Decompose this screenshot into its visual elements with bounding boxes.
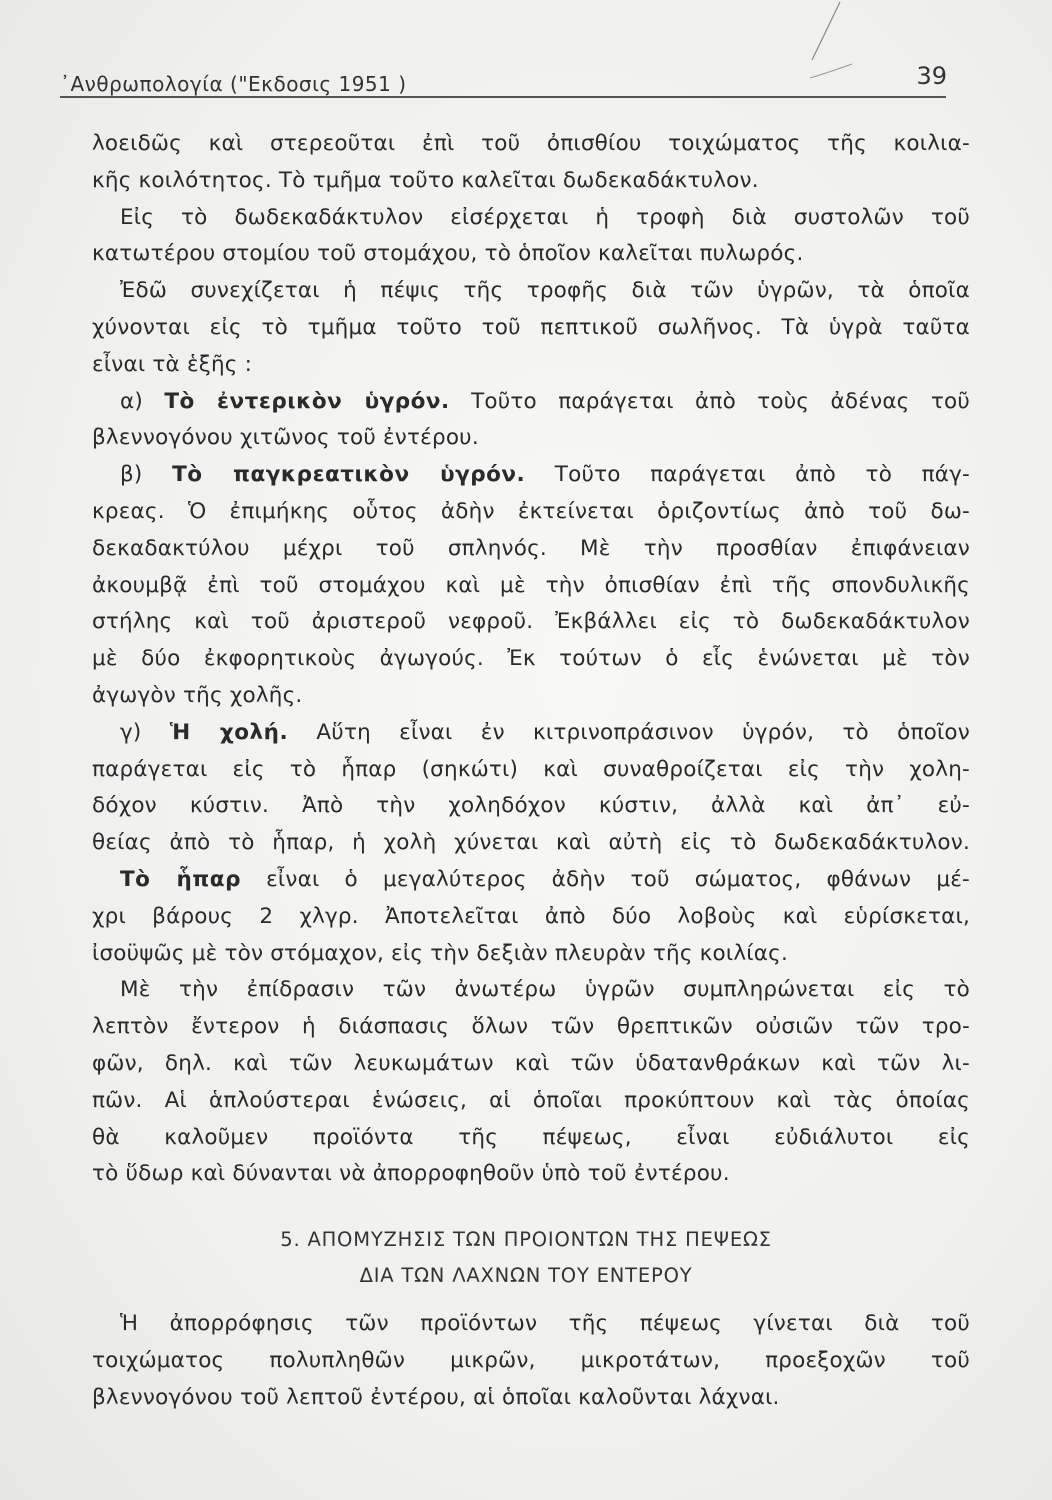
text-line: ἀκουμβᾷ ἐπὶ τοῦ στομάχου καὶ μὲ τὴν ὀπισθίαν ἐπὶ τῆς σπονδυλικῆς [92, 572, 970, 598]
text-line: παράγεται εἰς τὸ ἧπαρ (σηκώτι) καὶ συναθροίζεται εἰς τὴν χολη- [92, 756, 970, 782]
text-line: λοειδῶς καὶ στερεοῦται ἐπὶ τοῦ ὀπισθίου τοιχώματος τῆς κοιλια- [92, 131, 970, 156]
item-c-term: Ἡ χολή. [169, 719, 289, 745]
page-header [60, 58, 965, 98]
liver-first-line [92, 862, 970, 899]
item-b-first-line [92, 457, 970, 494]
item-c-text: Αὕτη εἶναι ἐν κιτρινοπράσινον ὑγρόν, τὸ ὁποῖον [316, 719, 970, 745]
text-line: φῶν, δηλ. καὶ τῶν λευκωμάτων καὶ τῶν ὑδατανθράκων καὶ τῶν λι- [92, 1050, 970, 1076]
text-line: χρι βάρους 2 χλγρ. Ἀποτελεῖται ἀπὸ δύο λοβοὺς καὶ εὑρίσκεται, [92, 903, 970, 929]
item-a-term: Τὸ ἐντερικὸν ὑγρόν. [164, 388, 450, 414]
text-line: Μὲ τὴν ἐπίδρασιν τῶν ἀνωτέρω ὑγρῶν συμπληρώνεται εἰς τὸ [120, 977, 970, 1003]
section-text [92, 1306, 970, 1416]
text-line: δόχον κύστιν. Ἀπὸ τὴν χοληδόχον κύστιν, ἀλλὰ καὶ ἀπ᾽ εὐ- [92, 793, 970, 819]
text-line: κῆς κοιλότητος. Τὸ τμῆμα τοῦτο καλεῖται δωδεκαδάκτυλον. [92, 167, 759, 193]
item-b-term: Τὸ παγκρεατικὸν ὑγρόν. [172, 462, 526, 488]
item-a-text: Τοῦτο παράγεται ἀπὸ τοὺς ἀδένας τοῦ [471, 388, 970, 414]
text-line: τὸ ὕδωρ καὶ δύνανται νὰ ἀπορροφηθοῦν ὑπὸ τοῦ ἐντέρου. [92, 1161, 730, 1187]
text-line: δεκαδακτύλου μέχρι τοῦ σπληνός. Μὲ τὴν προσθίαν ἐπιφάνειαν [92, 535, 970, 561]
text-line: κρεας. Ὁ ἐπιμήκης οὗτος ἀδὴν ἐκτείνεται ὁριζοντίως ἀπὸ τοῦ δω- [92, 498, 970, 524]
item-c-first-line [92, 715, 970, 752]
text-line: χύνονται εἰς τὸ τμῆμα τοῦτο τοῦ πεπτικοῦ σωλῆνος. Τὰ ὑγρὰ ταῦτα [92, 314, 970, 340]
liver-text: εἶναι ὁ μεγαλύτερος ἀδὴν τοῦ σώματος, φθάνων μέ- [266, 866, 970, 892]
text-line: στήλης καὶ τοῦ ἀριστεροῦ νεφροῦ. Ἐκβάλλει εἰς τὸ δωδεκαδάκτυλον [92, 609, 970, 635]
main-text [92, 126, 970, 1193]
text-line: Εἰς τὸ δωδεκαδάκτυλον εἰσέρχεται ἡ τροφὴ διὰ συστολῶν τοῦ [120, 204, 970, 230]
text-line: εἶναι τὰ ἑξῆς : [92, 351, 253, 377]
text-line: πῶν. Αἱ ἁπλούστεραι ἑνώσεις, αἱ ὁποῖαι προκύπτουν καὶ τὰς ὁποίας [92, 1087, 970, 1113]
text-line: θείας ἀπὸ τὸ ἧπαρ, ἡ χολὴ χύνεται καὶ αὐτὴ εἰς τὸ δωδεκαδάκτυλον. [92, 830, 970, 856]
running-title: ᾽Ανθρωπολογία ("Εκδοσις 1951 ) [60, 72, 407, 96]
page-number: 39 [916, 62, 947, 90]
section-title-line-1: 5. ΑΠΟΜΥΖΗΣΙΣ ΤΩΝ ΠΡΟΙΟΝΤΩΝ ΤΗΣ ΠΕΨΕΩΣ [280, 1228, 772, 1251]
item-b-label: β) [120, 462, 143, 488]
liver-term: Τὸ ἧπαρ [120, 866, 241, 892]
text-line: τοιχώματος πολυπληθῶν μικρῶν, μικροτάτων, προεξοχῶν τοῦ [92, 1347, 970, 1373]
text-line: βλεννογόνου τοῦ λεπτοῦ ἐντέρου, αἱ ὁποῖαι καλοῦνται λάχναι. [92, 1384, 780, 1410]
text-line: μὲ δύο ἐκφορητικοὺς ἀγωγούς. Ἐκ τούτων ὁ εἷς ἑνώνεται μὲ τὸν [92, 646, 970, 672]
text-line: ἀγωγὸν τῆς χολῆς. [92, 682, 303, 708]
text-line: Ἐδῶ συνεχίζεται ἡ πέψις τῆς τροφῆς διὰ τῶν ὑγρῶν, τὰ ὁποῖα [120, 278, 970, 304]
section-title-line-2: ΔΙΑ ΤΩΝ ΛΑΧΝΩΝ ΤΟΥ ΕΝΤΕΡΟΥ [359, 1264, 693, 1287]
text-line: Ἡ ἀπορρόφησις τῶν προϊόντων τῆς πέψεως γίνεται διὰ τοῦ [120, 1311, 970, 1336]
text-line: θὰ καλοῦμεν προϊόντα τῆς πέψεως, εἶναι εὐδιάλυτοι εἰς [92, 1124, 970, 1150]
text-line: ἰσοϋψῶς μὲ τὸν στόμαχον, εἰς τὴν δεξιὰν πλευρὰν τῆς κοιλίας. [92, 940, 789, 966]
text-line: βλεννογόνου χιτῶνος τοῦ ἐντέρου. [92, 425, 479, 451]
item-c-label: γ) [120, 719, 142, 745]
item-a-first-line [92, 384, 970, 421]
item-a-label: α) [120, 388, 143, 414]
text-line: λεπτὸν ἔντερον ἡ διάσπασις ὅλων τῶν θρεπτικῶν οὐσιῶν τῶν τρο- [92, 1014, 970, 1040]
text-line: κατωτέρου στομίου τοῦ στομάχου, τὸ ὁποῖον καλεῖται πυλωρός. [92, 241, 804, 267]
item-b-text: Τοῦτο παράγεται ἀπὸ τὸ πάγ- [554, 462, 970, 488]
header-rule [60, 96, 946, 98]
